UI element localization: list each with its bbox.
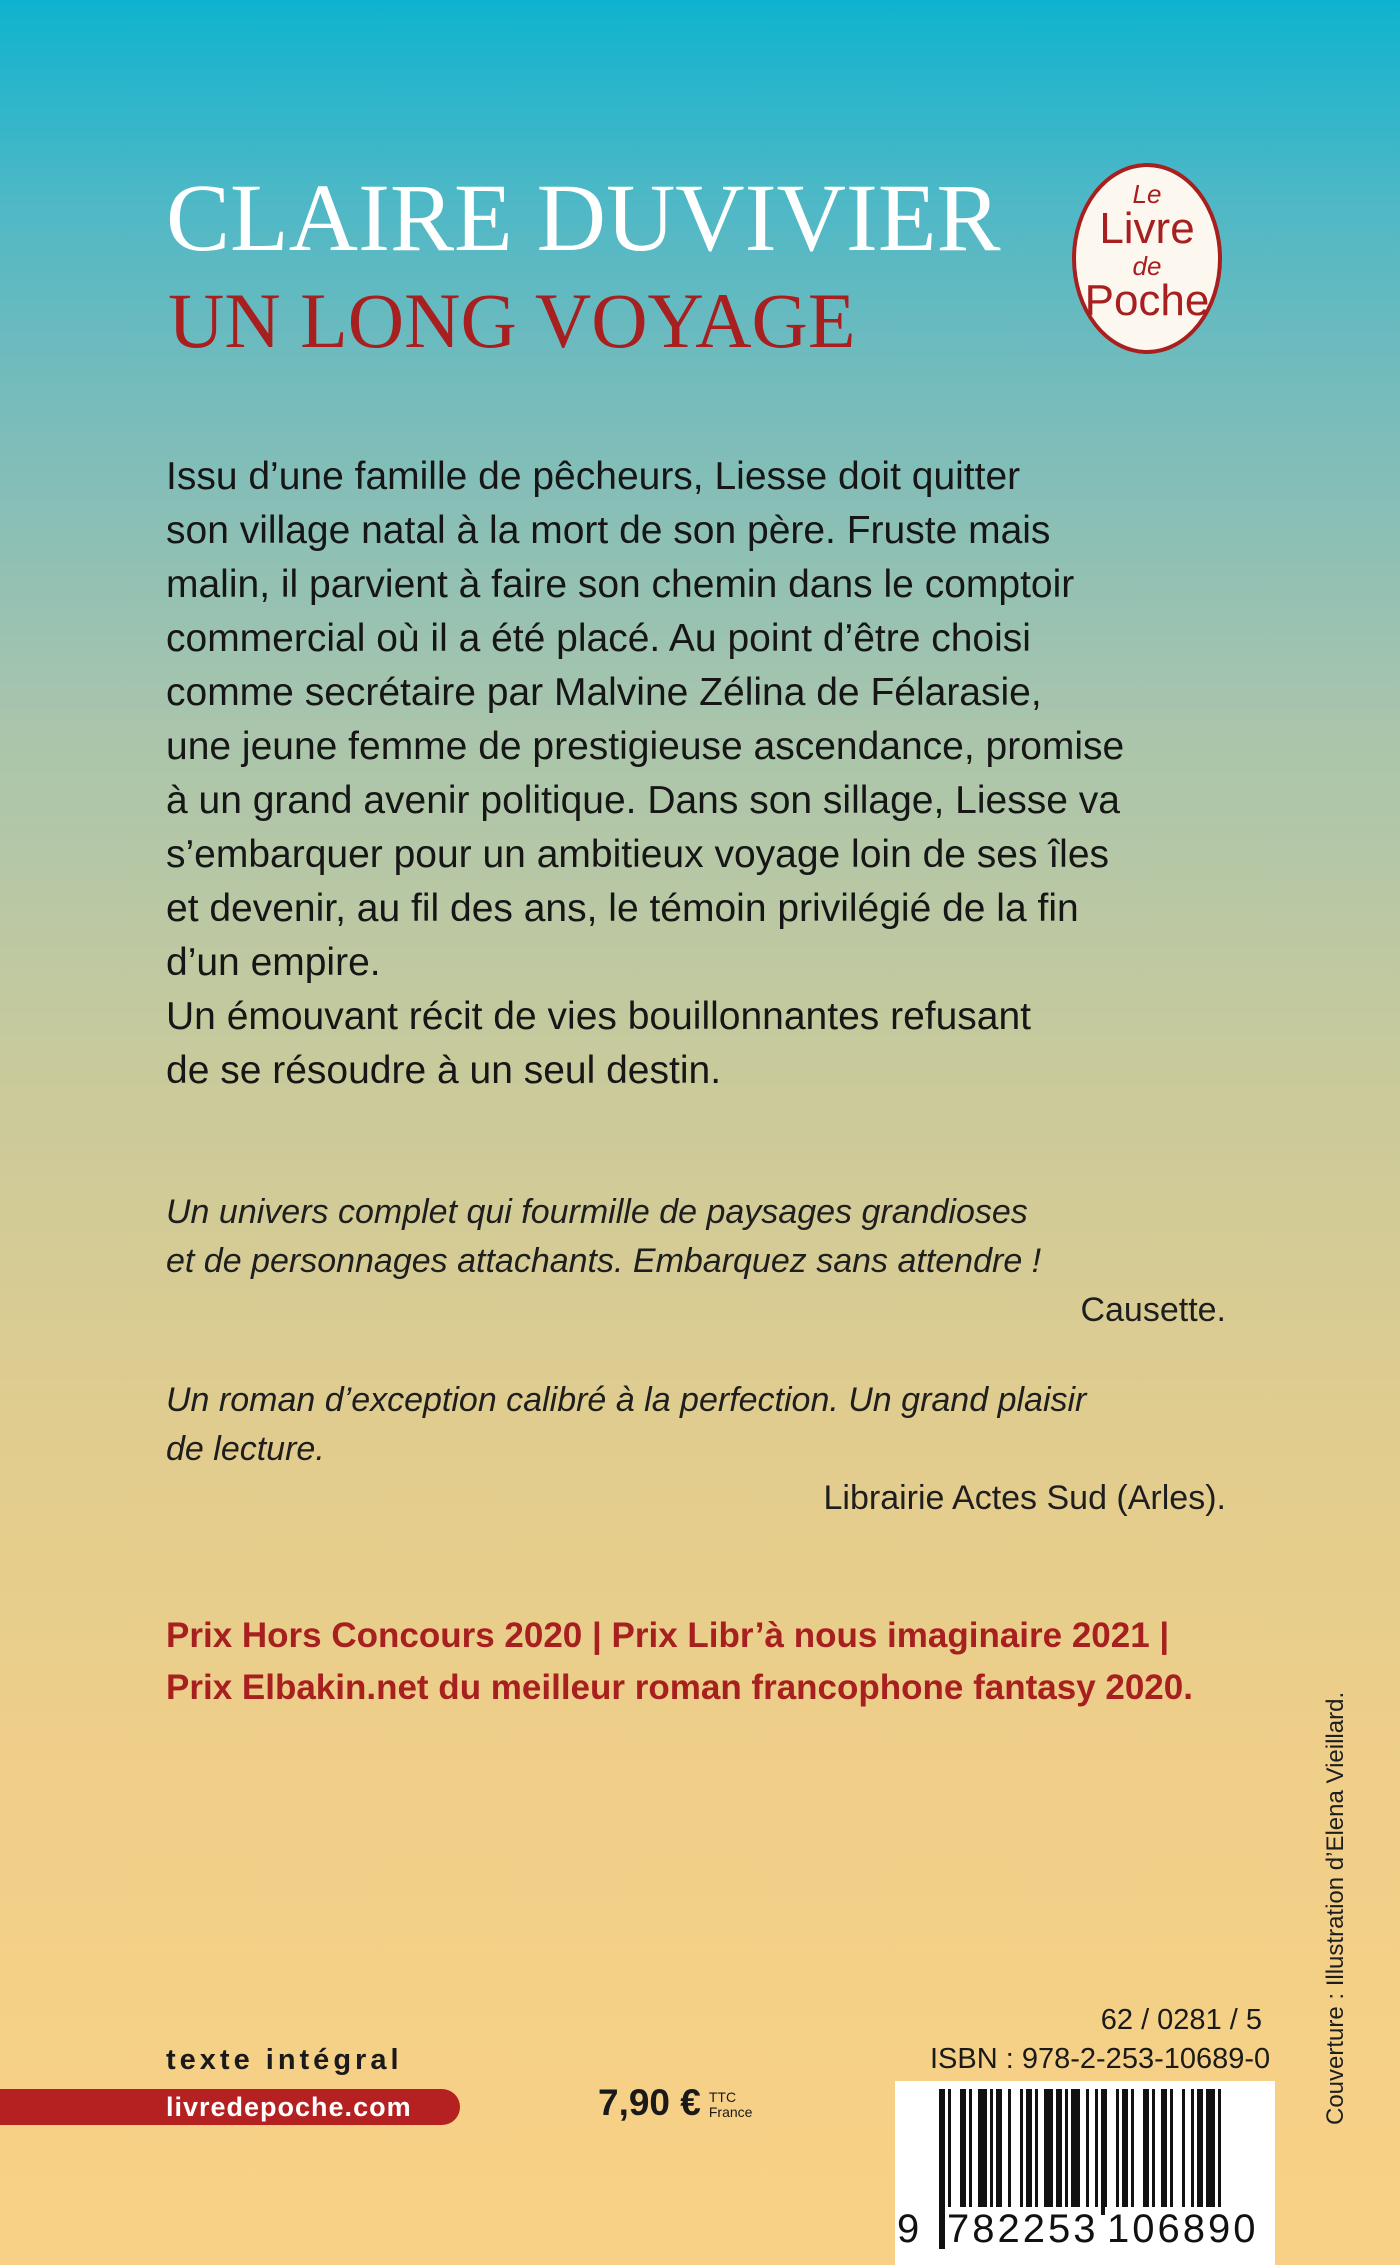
synopsis-line: d’un empire.: [166, 941, 381, 984]
barcode-bar: [1116, 2089, 1119, 2215]
logo-text-de: de: [1132, 251, 1162, 281]
synopsis-line: Un émouvant récit de vies bouillonnantes refusant: [166, 995, 1032, 1038]
price: [598, 2082, 752, 2124]
synopsis-line: commercial où il a été placé. Au point d’être choisi: [166, 617, 1031, 660]
barcode-bar: [1026, 2089, 1032, 2215]
barcode-bar: [1197, 2089, 1203, 2215]
synopsis-line: et devenir, au fil des ans, le témoin privilégié de la fin: [166, 887, 1079, 930]
barcode: [895, 2081, 1275, 2265]
logo-text-le: Le: [1132, 179, 1162, 209]
quote-line: de lecture.: [166, 1430, 325, 1468]
barcode-digits: [895, 2207, 1275, 2253]
price-country: France: [708, 2104, 753, 2120]
prize-line: Prix Elbakin.net du meilleur roman francophone fantasy 2020.: [166, 1668, 1193, 1707]
synopsis: [166, 450, 1256, 1098]
website-banner: [0, 2089, 460, 2125]
prizes: [166, 1610, 1286, 1714]
synopsis-line: Issu d’une famille de pêcheurs, Liesse doit quitter: [166, 455, 1021, 498]
synopsis-line: une jeune femme de prestigieuse ascendance, promise: [166, 725, 1125, 768]
barcode-bar: [1020, 2089, 1023, 2215]
barcode-bar: [1095, 2089, 1098, 2215]
website-link[interactable]: livredepoche.com: [166, 2092, 412, 2122]
prize-line: Prix Hors Concours 2020 | Prix Libr’à nous imaginaire 2021 |: [166, 1616, 1170, 1655]
price-ttc: TTC: [708, 2089, 737, 2105]
quote-line: Un roman d’exception calibré à la perfection. Un grand plaisir: [166, 1381, 1087, 1419]
barcode-bar: [1143, 2089, 1149, 2215]
price-amount: 7,90 €: [598, 2082, 701, 2123]
barcode-bar: [1161, 2089, 1167, 2215]
barcode-bar: [1191, 2089, 1194, 2215]
barcode-bar: [1065, 2089, 1068, 2215]
barcode-first-digit: 9: [897, 2207, 920, 2251]
barcode-bar: [1008, 2089, 1011, 2215]
synopsis-line: comme secrétaire par Malvine Zélina de Félarasie,: [166, 671, 1042, 714]
logo-text-poche: Poche: [1084, 276, 1210, 325]
barcode-bar: [960, 2089, 966, 2215]
synopsis-line: à un grand avenir politique. Dans son sillage, Liesse va: [166, 779, 1120, 822]
barcode-bar: [1035, 2089, 1038, 2215]
barcode-bar: [1044, 2089, 1053, 2215]
publisher-logo: [1072, 163, 1222, 354]
author-name: CLAIRE DUVIVIER: [166, 164, 1001, 271]
quote-line: et de personnages attachants. Embarquez sans attendre !: [166, 1242, 1042, 1280]
press-quote: [166, 1376, 1226, 1523]
barcode-right-digits: 106890: [1107, 2207, 1259, 2251]
synopsis-line: de se résoudre à un seul destin.: [166, 1049, 722, 1092]
synopsis-line: son village natal à la mort de son père. Fruste mais: [166, 509, 1051, 552]
texte-integral-label: texte intégral: [166, 2044, 403, 2076]
barcode-bar: [990, 2089, 993, 2215]
barcode-left-digits: 782253: [947, 2207, 1099, 2251]
quote-source: Librairie Actes Sud (Arles).: [823, 1479, 1226, 1517]
price-tax-note: [709, 2090, 753, 2120]
barcode-bar: [1152, 2089, 1155, 2215]
barcode-bar: [996, 2089, 1002, 2215]
barcode-bar: [969, 2089, 972, 2215]
synopsis-line: malin, il parvient à faire son chemin dans le comptoir: [166, 563, 1075, 606]
reference-number: 62 / 0281 / 5: [1100, 2004, 1262, 2036]
quote-source: Causette.: [1080, 1291, 1226, 1329]
isbn-number: ISBN : 978-2-253-10689-0: [930, 2043, 1271, 2075]
barcode-bar: [1101, 2089, 1107, 2215]
barcode-bar: [1056, 2089, 1062, 2215]
barcode-bar: [1131, 2089, 1134, 2215]
logo-text-livre: Livre: [1099, 204, 1195, 253]
press-quote: [166, 1188, 1226, 1335]
quote-line: Un univers complet qui fourmille de paysages grandioses: [166, 1193, 1028, 1231]
barcode-bar: [978, 2089, 987, 2215]
barcode-bar: [1122, 2089, 1128, 2215]
synopsis-line: s’embarquer pour un ambitieux voyage loin de ses îles: [166, 833, 1110, 876]
barcode-bar: [1182, 2089, 1185, 2215]
barcode-bar: [1170, 2089, 1173, 2215]
cover-credit: Couverture : Illustration d’Elena Vieillard.: [1322, 1691, 1349, 2125]
book-title: UN LONG VOYAGE: [168, 277, 856, 364]
